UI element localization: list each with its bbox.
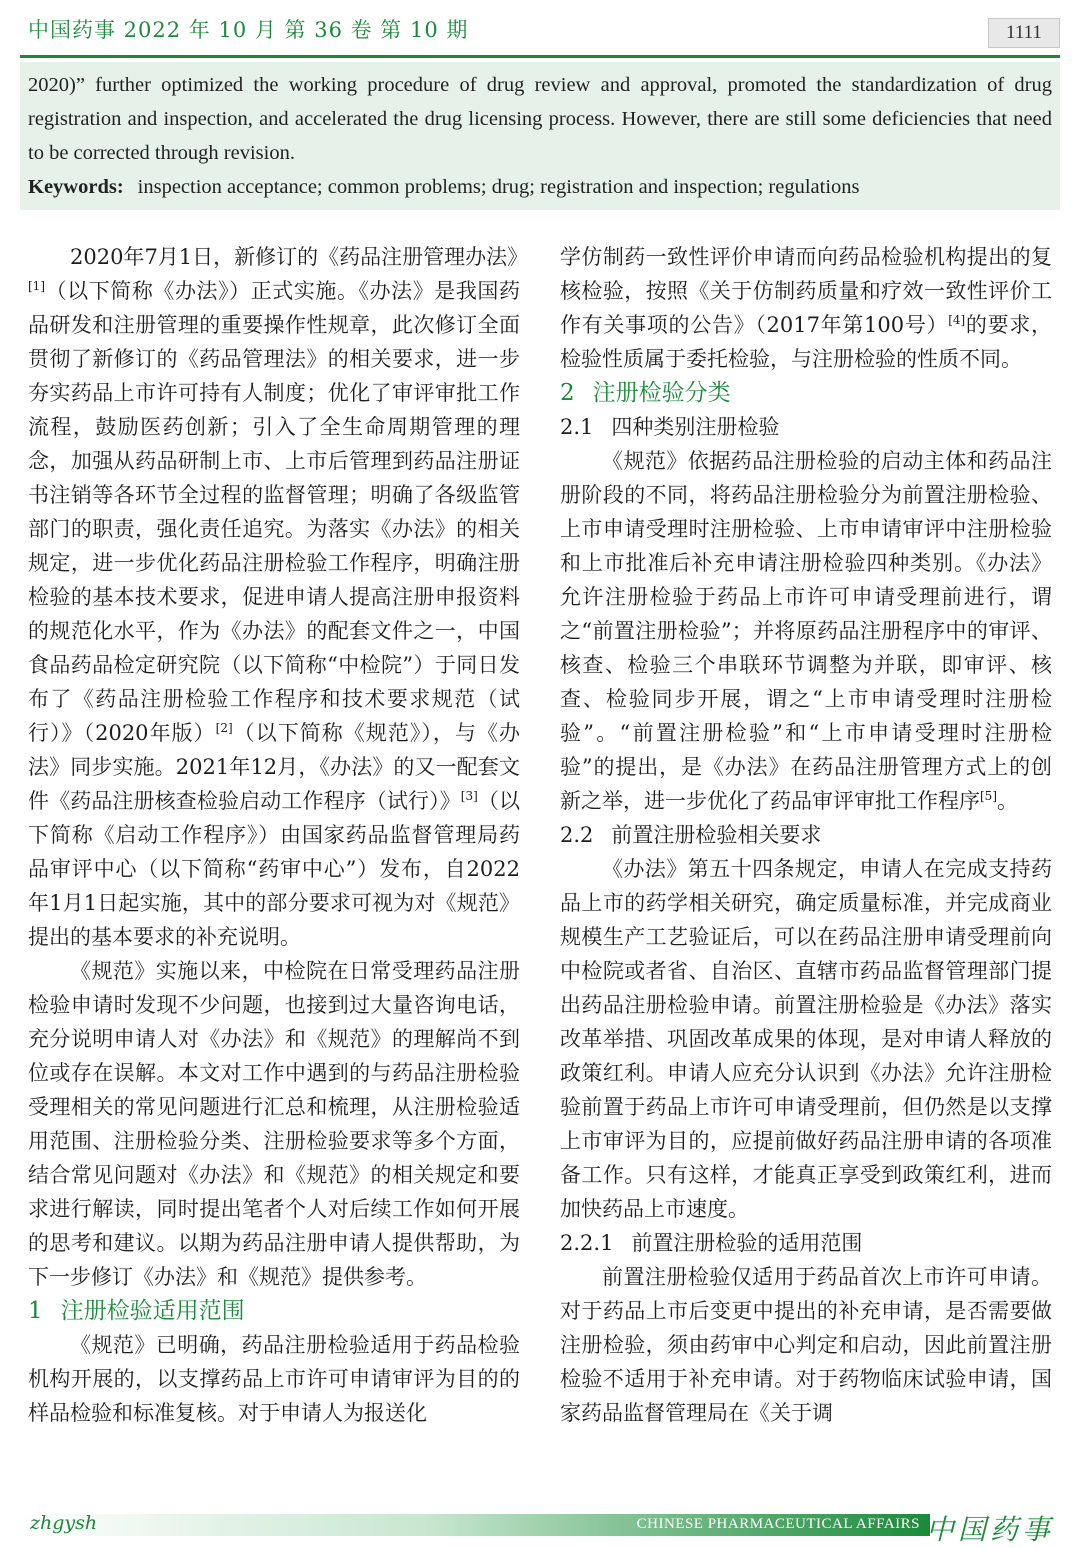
text-run: 学仿制药一致性评价申请而向药品检验机构提出的复核检验，按照《关于仿制药质量和疗效一致性评价工作有关事项的公告》（2017年第100号） (560, 245, 1052, 337)
section-2-1-paragraph (560, 444, 1052, 818)
text-run: 《规范》依据药品注册检验的启动主体和药品注册阶段的不同，将药品注册检验分为前置注册检验、上市申请受理时注册检验、上市申请审评中注册检验和上市批准后补充申请注册检验四种类别。《办法》允许注册检验于药品上市许可申请受理前进行，谓之“前置注册检验”；并将原药品注册程序中的审评、核查、检验三个串联环节调整为并联，即审评、核查、检验同步开展，谓之“上市申请受理时注册检验”。“前置注册检验”和“上市申请受理时注册检验”的提出，是《办法》在药品注册管理方式上的创新之举，进一步优化了药品审评审批工作程序 (560, 449, 1052, 813)
subsection-number: 2.2 (560, 823, 594, 847)
continued-paragraph (560, 240, 1052, 376)
text-run: （以下简称《办法》）正式实施。《办法》是我国药品研发和注册管理的重要操作性规章，此次修订全面贯彻了新修订的《药品管理法》的相关要求，进一步夯实药品上市许可持有人制度；优化了审评审批工作流程，鼓励医药创新；引入了全生命周期管理的理念，加强从药品研制上市、上市后管理到药品注册证书注销等各环节全过程的监督管理；明确了各级监管部门的职责，强化责任追究。为落实《办法》的相关规定，进一步优化药品注册检验工作程序，明确注册检验的基本技术要求，促进申请人提高注册申报资料的规范化水平，作为《办法》的配套文件之一，中国食品药品检定研究院（以下简称“中检院”）于同日发布了《药品注册检验工作程序和技术要求规范（试行）》（2020年版） (28, 279, 520, 745)
citation-ref: [5] (980, 789, 997, 803)
section-2-2-1-paragraph: 前置注册检验仅适用于药品首次上市许可申请。对于药品上市后变更中提出的补充申请，是否需要做注册检验，须由药审中心判定和启动，因此前置注册检验不适用于补充申请。对于药物临床试验申请，国家药品监督管理局在《关于调 (560, 1265, 1052, 1425)
abstract-text: 2020)” further optimized the working procedure of drug review and approval, promoted the standardization of drug registration and inspection, and accelerated the drug licensing process. However, there are still some deficiencies that need to be corrected through revision. (28, 74, 1052, 164)
text-run: 的要求，检验性质属于委托检验，与注册检验的性质不同。 (560, 313, 1052, 371)
keywords-line (28, 170, 1052, 204)
page-header (20, 0, 1060, 60)
section-title: 注册检验分类 (592, 380, 731, 406)
subsection-title: 前置注册检验的适用范围 (631, 1231, 863, 1255)
journal-issue-line: 中国药事 2022 年 10 月 第 36 卷 第 10 期 (28, 18, 469, 42)
footer-journal-abbrev: zhgysh (30, 1512, 98, 1534)
page-number: 1111 (988, 18, 1060, 48)
section-2-2-paragraph: 《办法》第五十四条规定，申请人在完成支持药品上市的药学相关研究，确定质量标准，并完成商业规模生产工艺验证后，可以在药品注册申请受理前向中检院或者省、自治区、直辖市药品监督管理部门提出药品注册检验申请。前置注册检验是《办法》落实改革举措、巩固改革成果的体现，是对申请人释放的政策红利。申请人应充分认识到《办法》允许注册检验前置于药品上市许可申请受理前，但仍然是以支撑上市审评为目的，应提前做好药品注册申请的各项准备工作。只有这样，才能真正享受到政策红利，进而加快药品上市速度。 (560, 857, 1052, 1221)
subsection-heading-2-2-1 (560, 1226, 1052, 1260)
header-divider (20, 55, 1060, 58)
section-1-paragraph: 《规范》已明确，药品注册检验适用于药品检验机构开展的，以支撑药品上市许可申请审评为目的的样品检验和标准复核。对于申请人为报送化 (28, 1333, 520, 1425)
section-title: 注册检验适用范围 (60, 1298, 245, 1324)
citation-ref: [2] (215, 721, 233, 735)
english-abstract-box (20, 62, 1060, 210)
subsection-title: 四种类别注册检验 (611, 415, 780, 439)
citation-ref: [3] (460, 789, 478, 803)
intro-paragraph-2: 《规范》实施以来，中检院在日常受理药品注册检验申请时发现不少问题，也接到过大量咨询电话，充分说明申请人对《办法》和《规范》的理解尚不到位或存在误解。本文对工作中遇到的与药品注册检验受理相关的常见问题进行汇总和梳理，从注册检验适用范围、注册检验分类、注册检验要求等多个方面，结合常见问题对《办法》和《规范》的相关规定和要求进行解读，同时提出笔者个人对后续工作如何开展的思考和建议。以期为药品注册申请人提供帮助，为下一步修订《办法》和《规范》提供参考。 (28, 959, 520, 1289)
page-footer (20, 1508, 1060, 1546)
subsection-number: 2.1 (560, 415, 594, 439)
right-column (560, 240, 1052, 1430)
subsection-heading-2-1 (560, 410, 1052, 444)
section-heading-1 (28, 1294, 520, 1328)
journal-logo: 中国药事 (925, 1513, 1054, 1546)
left-column (28, 240, 529, 1430)
intro-paragraph-1 (28, 240, 529, 954)
keywords-text: inspection acceptance; common problems; drug; registration and inspection; regulations (137, 176, 860, 198)
subsection-heading-2-2 (560, 818, 1052, 852)
section-number: 1 (28, 1298, 43, 1324)
text-run: 。 (997, 789, 1018, 813)
text-run: （以下简称《启动工作程序》）由国家药品监督管理局药品审评中心（以下简称“药审中心”）发布，自2022年1月1日起实施，其中的部分要求可视为对《规范》提出的基本要求的补充说明。 (28, 789, 520, 949)
keywords-label: Keywords: (28, 176, 124, 198)
citation-ref: [1] (28, 279, 45, 293)
text-run: 2020年7月1日，新修订的《药品注册管理办法》 (70, 245, 529, 269)
citation-ref: [4] (948, 313, 966, 327)
footer-journal-name: CHINESE PHARMACEUTICAL AFFAIRS (636, 1516, 920, 1532)
section-heading-2 (560, 376, 1052, 410)
section-number: 2 (560, 380, 575, 406)
subsection-number: 2.2.1 (560, 1231, 614, 1255)
text-run: （以下简称《规范》），与《办法》同步实施。2021年12月，《办法》的又一配套文件《药品注册核查检验启动工作程序（试行）》 (28, 721, 521, 813)
subsection-title: 前置注册检验相关要求 (611, 823, 822, 847)
